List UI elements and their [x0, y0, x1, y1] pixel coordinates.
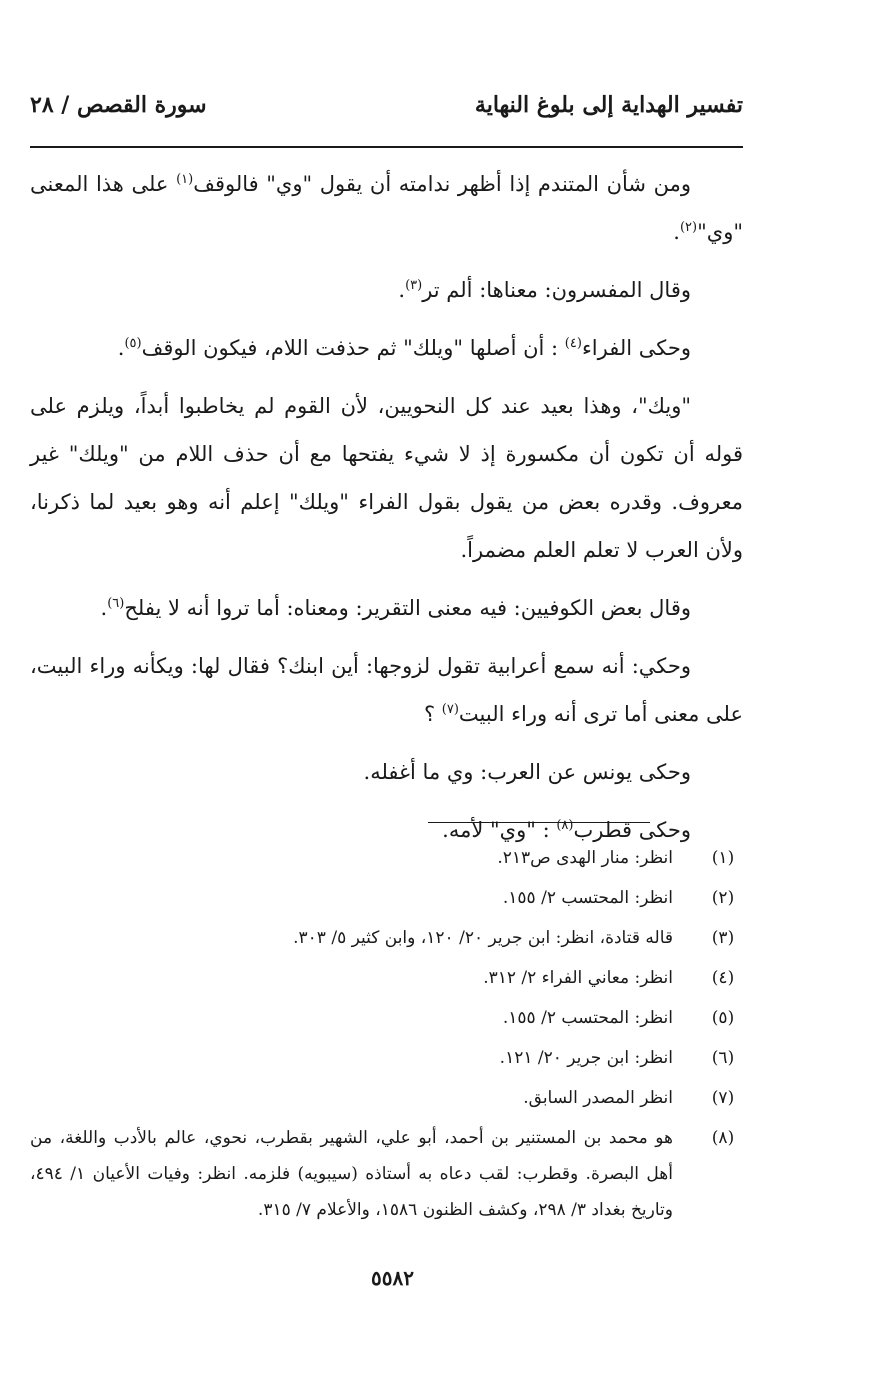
- footnote: [30, 840, 743, 876]
- footnote: [30, 1120, 743, 1228]
- paragraph: "ويك"، وهذا بعيد عند كل النحويين، لأن القوم لم يخاطبوا أبداً، ويلزم على قوله أن تكون أن مكسورة إذ لا شيء يفتحها مع أن حذف اللام من "ويلك" غير معروف. وقدره بعض من يقول بقول الفراء "ويلك" إعلم أنه وهو بعيد لما ذكرنا، ولأن العرب لا تعلم العلم مضمراً.: [30, 394, 743, 562]
- paragraph: وحكى قطرب$^{(٨)}$ : "وي" لأمه.: [442, 818, 691, 842]
- footnote-ref: (٦): [107, 596, 125, 611]
- footnote: [30, 920, 743, 956]
- footnote-number: (٢): [711, 888, 735, 908]
- paragraph: وحكى يونس عن العرب: وي ما أغفله.: [363, 760, 691, 784]
- footnote-text: انظر: منار الهدى ص٢١٣.: [497, 848, 673, 868]
- footnote-number: (٣): [711, 928, 735, 948]
- footnote-number: (٧): [711, 1088, 735, 1108]
- footnote-ref: (٧): [441, 702, 459, 717]
- footnote-ref: (٨): [556, 818, 574, 833]
- footnote-ref: (٤): [564, 336, 582, 351]
- footnote-ref: (١): [176, 172, 194, 187]
- footnote-text: قاله قتادة، انظر: ابن جرير ٢٠/ ١٢٠، وابن كثير ٥/ ٣٠٣.: [293, 928, 673, 948]
- footnote-text: انظر: المحتسب ٢/ ١٥٥.: [502, 1008, 673, 1028]
- surah-label: سورة القصص / ٢٨: [30, 92, 207, 118]
- footnote: [30, 960, 743, 996]
- footnote-text: انظر: معاني الفراء ٢/ ٣١٢.: [483, 968, 673, 988]
- paragraph: وقال المفسرون: معناها: ألم تر$^{(٣)}$.: [398, 278, 691, 302]
- running-header: [30, 92, 743, 132]
- footnote-number: (٤): [711, 968, 735, 988]
- paragraph: ومن شأن المتندم إذا أظهر ندامته أن يقول "وي" فالوقف$^{(١)}$ على هذا المعنى "وي"$^{(٢)}$.: [30, 172, 743, 244]
- footnote-text: انظر المصدر السابق.: [523, 1088, 673, 1108]
- footnote-ref: (٣): [405, 278, 423, 293]
- footnote-ref: (٥): [124, 336, 142, 351]
- footnote-number: (٥): [711, 1008, 735, 1028]
- footnote-number: (١): [711, 848, 735, 868]
- book-title: تفسير الهداية إلى بلوغ النهاية: [474, 92, 743, 118]
- header-rule: [30, 146, 743, 148]
- paragraph: وقال بعض الكوفيين: فيه معنى التقرير: ومعناه: أما تروا أنه لا يفلح$^{(٦)}$.: [100, 596, 691, 620]
- footnotes: [30, 840, 743, 1232]
- footnote-text: انظر: المحتسب ٢/ ١٥٥.: [502, 888, 673, 908]
- footnote: [30, 1000, 743, 1036]
- paragraph: وحكى الفراء$^{(٤)}$ : أن أصلها "ويلك" ثم حذفت اللام، فيكون الوقف$^{(٥)}$.: [117, 336, 691, 360]
- footnote-number: (٨): [711, 1128, 735, 1148]
- footnote-rule: [428, 822, 650, 823]
- footnote-ref: (٢): [679, 220, 698, 235]
- footnote: [30, 1040, 743, 1076]
- footnote-number: (٦): [711, 1048, 735, 1068]
- footnote: [30, 880, 743, 916]
- paragraph: وحكي: أنه سمع أعرابية تقول لزوجها: أين ابنك؟ فقال لها: ويكأنه وراء البيت، على معنى أما ترى أنه وراء البيت$^{(٧)}$ ؟: [30, 654, 743, 726]
- footnote-text: انظر: ابن جرير ٢٠/ ١٢١.: [499, 1048, 673, 1068]
- footnote: [30, 1080, 743, 1116]
- footnote-text: هو محمد بن المستنير بن أحمد، أبو علي، الشهير بقطرب، نحوي، عالم بالأدب واللغة، من أهل البصرة. وقطرب: لقب دعاه به أستاذه (سيبويه) فلزمه. انظر: وفيات الأعيان ١/ ٤٩٤، وتاريخ بغداد ٣/ ٢٩٨، وكشف الظنون ١٥٨٦، والأعلام ٧/ ٣١٥.: [30, 1128, 673, 1220]
- main-text: [30, 160, 743, 864]
- page-number: ٥٥٨٢: [371, 1266, 414, 1290]
